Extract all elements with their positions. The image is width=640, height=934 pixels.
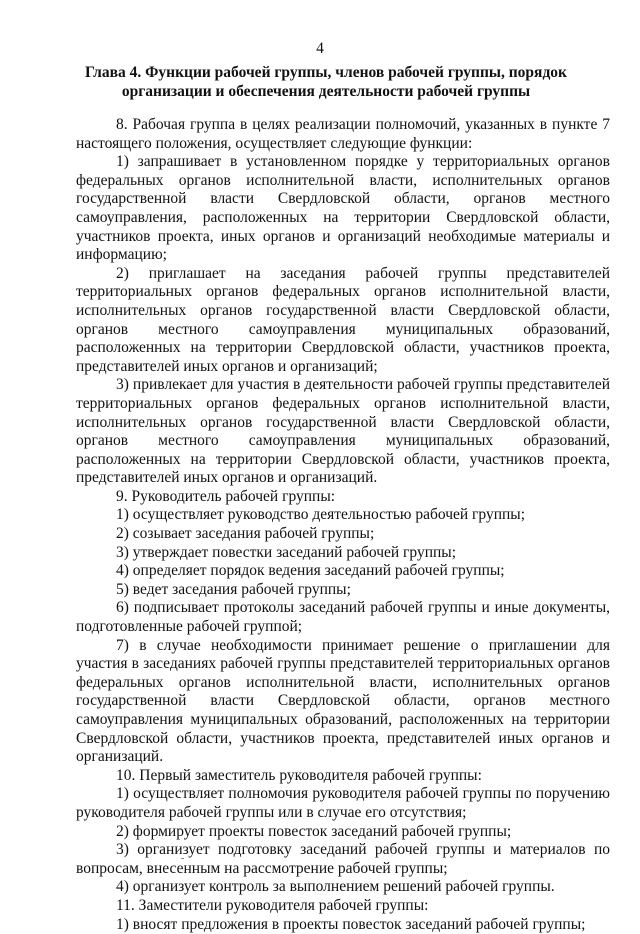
paragraph: 2) приглашает на заседания рабочей группы представителей территориальных органов федеральных органов исполнительной власти, исполнительных органов государственной власти Свердловской области, органов местного самоуправления муниципальных образований, расположенных на территории Свердловской области, участников проекта, представителей иных органов и организаций; [76, 264, 610, 375]
paragraph: 1) вносят предложения в проекты повесток заседаний рабочей группы; [116, 915, 586, 933]
paragraph: 7) в случае необходимости принимает решение о приглашении для участия в заседаниях рабочей группы представителей территориальных органов федеральных органов исполнительной власти, исполнительных органов государственной власти Свердловской области, органов местного самоуправления муниципальных образований, расположенных на территории Свердловской области, участников проекта, представителей иных органов и организаций. [76, 636, 610, 766]
paragraph: 11. Заместители руководителя рабочей группы: [116, 896, 429, 914]
paragraph: 3) привлекает для участия в деятельности рабочей группы представителей территориальных органов федеральных органов исполнительной власти, исполнительных органов государственной власти Свердловской области, органов местного самоуправления муниципальных образований, расположенных на территории Свердловской области, участников проекта, представителей иных органов и организаций. [76, 376, 610, 487]
paragraph: 8. Рабочая группа в целях реализации полномочий, указанных в пункте 7 настоящего положения, осуществляет следующие функции: [76, 116, 610, 152]
paragraph: 1) осуществляет полномочия руководителя рабочей группы по поручению руководителя рабочей группы или в случае его отсутствия; [76, 785, 610, 821]
paragraph: 10. Первый заместитель руководителя рабочей группы: [116, 766, 482, 784]
paragraph: 5) ведет заседания рабочей группы; [116, 580, 351, 598]
document-body [76, 116, 610, 934]
paragraph: 9. Руководитель рабочей группы: [116, 487, 336, 505]
paragraph: 2) формирует проекты повесток заседаний рабочей группы; [116, 822, 512, 840]
chapter-heading: Глава 4. Функции рабочей группы, членов рабочей группы, порядок организации и обеспечения деятельности рабочей группы [85, 64, 567, 100]
paragraph: 1) запрашивает в установленном порядке у территориальных органов федеральных органов исполнительной власти, исполнительных органов государственной власти Свердловской области, органов местного самоуправления, расположенных на территории Свердловской области, участников проекта, иных органов и организаций необходимые материалы и информацию; [76, 153, 610, 264]
paragraph: 4) организует контроль за выполнением решений рабочей группы. [116, 878, 555, 896]
paragraph: 3) организует подготовку заседаний рабочей группы и материалов по вопросам, внесенным на рассмотрение рабочей группы; [76, 841, 610, 877]
paragraph: 4) определяет порядок ведения заседаний рабочей группы; [116, 562, 505, 580]
page-number: 4 [316, 40, 324, 57]
paragraph: 2) созывает заседания рабочей группы; [116, 525, 375, 543]
paragraph: 1) осуществляет руководство деятельностью рабочей группы; [116, 506, 526, 524]
paragraph: 3) утверждает повестки заседаний рабочей группы; [116, 543, 457, 561]
paragraph: 6) подписывает протоколы заседаний рабочей группы и иные документы, подготовленные рабочей группой; [76, 599, 610, 636]
scan-dot [181, 858, 184, 859]
